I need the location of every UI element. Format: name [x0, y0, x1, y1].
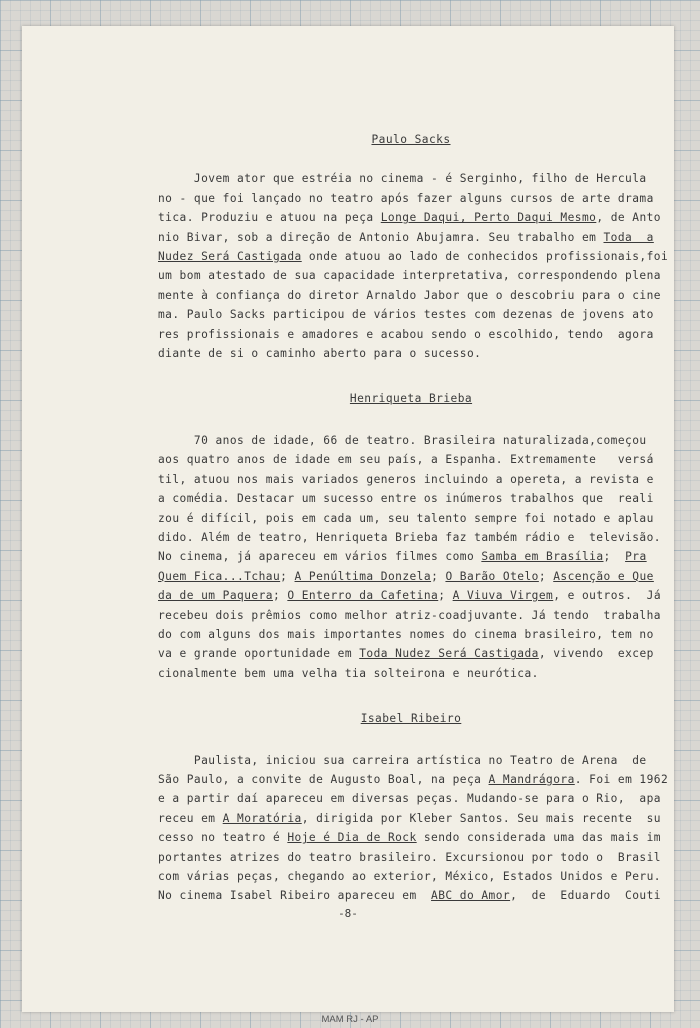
text-run: til, atuou nos mais variados generos incluindo a opereta, a revista e — [158, 472, 654, 486]
text-line — [158, 431, 664, 450]
text-run: tica. Produziu e atuou na peça — [158, 211, 381, 225]
underlined-title: Hoje é Dia de Rock — [287, 831, 417, 845]
text-run: ; — [603, 550, 626, 564]
text-run: zou é difícil, pois em cada um, seu talento sempre foi notado e aplau — [158, 511, 654, 525]
underlined-title: Ascenção e Que — [553, 569, 654, 583]
paragraph-isabel-ribeiro — [158, 751, 669, 906]
text-line — [158, 189, 664, 208]
text-run: recebeu dois prêmios como melhor atriz-coadjuvante. Já tendo trabalha — [158, 608, 661, 622]
text-run: do com alguns dos mais importantes nomes do cinema brasileiro, tem no — [158, 627, 654, 641]
text-run: São Paulo, a convite de Augusto Boal, na peça — [158, 772, 489, 786]
text-run: Jovem ator que estréia no cinema - é Serginho, filho de Hercula — [158, 172, 647, 186]
text-line — [158, 867, 664, 886]
text-run: , de Anto — [596, 211, 661, 225]
underlined-title: Toda a — [603, 230, 654, 244]
text-run: no - que foi lançado no teatro após fazer alguns cursos de arte drama — [158, 191, 654, 205]
underlined-title: Toda Nudez Será Castigada — [359, 647, 539, 661]
text-run: cionalmente bem uma velha tia solteirona e neurótica. — [158, 666, 539, 680]
text-line — [158, 208, 664, 227]
underlined-title: da de um Paquera — [158, 589, 273, 603]
text-line — [158, 450, 664, 469]
text-run: res profissionais e amadores e acabou sendo o escolhido, tendo agora — [158, 327, 654, 341]
text-run: sendo considerada uma das mais im — [416, 831, 661, 845]
page-body — [158, 130, 669, 906]
archive-label: MAM RJ - AP — [321, 1014, 379, 1025]
section-title-isabel-ribeiro: Isabel Ribeiro — [360, 712, 462, 726]
text-line — [158, 528, 664, 547]
page-number: -8- — [338, 907, 358, 920]
text-line — [158, 169, 664, 188]
text-run: dido. Além de teatro, Henriqueta Brieba faz também rádio e televisão. — [158, 530, 661, 544]
text-line — [158, 228, 664, 247]
text-run: ; — [438, 589, 453, 603]
text-run: 70 anos de idade, 66 de teatro. Brasileira naturalizada,começou — [158, 433, 647, 447]
text-run: cesso no teatro é — [158, 831, 288, 845]
text-run: aos quatro anos de idade em seu país, a Espanha. Extremamente versá — [158, 453, 654, 467]
text-run: ; — [431, 569, 446, 583]
document-page — [22, 26, 674, 1012]
text-run: ; — [280, 569, 295, 583]
text-run: No cinema Isabel Ribeiro apareceu em — [158, 889, 432, 903]
text-run: nio Bivar, sob a direção de Antonio Abujamra. Seu trabalho em — [158, 230, 604, 244]
text-run: va e grande oportunidade em — [158, 647, 360, 661]
text-run: . Foi em 1962 — [574, 772, 669, 786]
text-run: um bom atestado de sua capacidade interpretativa, correspondendo plena — [158, 269, 661, 283]
text-line — [158, 509, 664, 528]
text-run: a comédia. Destacar um sucesso entre os inúmeros trabalhos que reali — [158, 492, 654, 506]
text-line — [158, 470, 664, 489]
text-run: , dirigida por Kleber Santos. Seu mais recente su — [301, 811, 661, 825]
underlined-title: Samba em Brasília — [481, 550, 604, 564]
paragraph-paulo-sacks — [158, 169, 669, 363]
underlined-title: Quem Fica...Tchau — [158, 569, 281, 583]
text-run: ; — [272, 589, 288, 603]
text-line — [158, 489, 664, 508]
underlined-title: A Moratória — [222, 811, 302, 825]
text-line — [158, 266, 664, 285]
text-line — [158, 770, 669, 789]
underlined-title: ABC do Amor — [431, 889, 511, 903]
paragraph-henriqueta-brieba — [158, 431, 664, 683]
text-run: portantes atrizes do teatro brasileiro. Excursionou por todo o Brasil — [158, 850, 661, 864]
text-line — [158, 625, 664, 644]
text-line — [158, 848, 664, 867]
text-run: ; — [538, 569, 554, 583]
text-line — [158, 547, 664, 566]
text-run: receu em — [158, 811, 223, 825]
text-run: , e outros. Já — [553, 589, 662, 603]
text-line — [158, 886, 664, 905]
underlined-title: A Mandrágora — [488, 772, 575, 786]
text-run: , de Eduardo Couti — [510, 889, 661, 903]
underlined-title: A Penúltima Donzela — [294, 569, 432, 583]
section-title-paulo-sacks: Paulo Sacks — [371, 133, 451, 146]
text-run: ma. Paulo Sacks participou de vários testes com dezenas de jovens ato — [158, 308, 654, 322]
text-line — [158, 247, 669, 266]
text-run: onde atuou ao lado de conhecidos profissionais,foi — [301, 250, 669, 264]
underlined-title: A Viuva Virgem — [452, 589, 554, 603]
text-run: e a partir daí apareceu em diversas peças. Mudando-se para o Rio, apa — [158, 792, 661, 806]
text-line — [158, 586, 664, 605]
text-line — [158, 664, 664, 683]
underlined-title: Pra — [625, 550, 647, 564]
text-run: diante de si o caminho aberto para o sucesso. — [158, 347, 482, 361]
text-line — [158, 751, 664, 770]
text-run: No cinema, já apareceu em vários filmes como — [158, 550, 482, 564]
text-run: mente à confiança do diretor Arnaldo Jabor que o descobriu para o cine — [158, 288, 661, 302]
section-title-henriqueta-brieba: Henriqueta Brieba — [349, 392, 473, 406]
text-line — [158, 644, 664, 663]
text-line — [158, 325, 664, 344]
underlined-title: Longe Daqui, Perto Daqui Mesmo — [380, 211, 597, 225]
text-run: , vivendo excep — [538, 647, 654, 661]
underlined-title: O Barão Otelo — [445, 569, 539, 583]
underlined-title: Nudez Será Castigada — [158, 250, 302, 264]
underlined-title: O Enterro da Cafetina — [287, 589, 439, 603]
text-line — [158, 606, 664, 625]
text-line — [158, 567, 664, 586]
text-line — [158, 305, 664, 324]
text-line — [158, 809, 664, 828]
text-line — [158, 828, 664, 847]
text-run: com várias peças, chegando ao exterior, México, Estados Unidos e Peru. — [158, 870, 661, 883]
text-line — [158, 286, 664, 305]
text-line — [158, 789, 664, 808]
text-run: Paulista, iniciou sua carreira artística no Teatro de Arena de — [158, 753, 647, 767]
text-line — [158, 344, 664, 363]
